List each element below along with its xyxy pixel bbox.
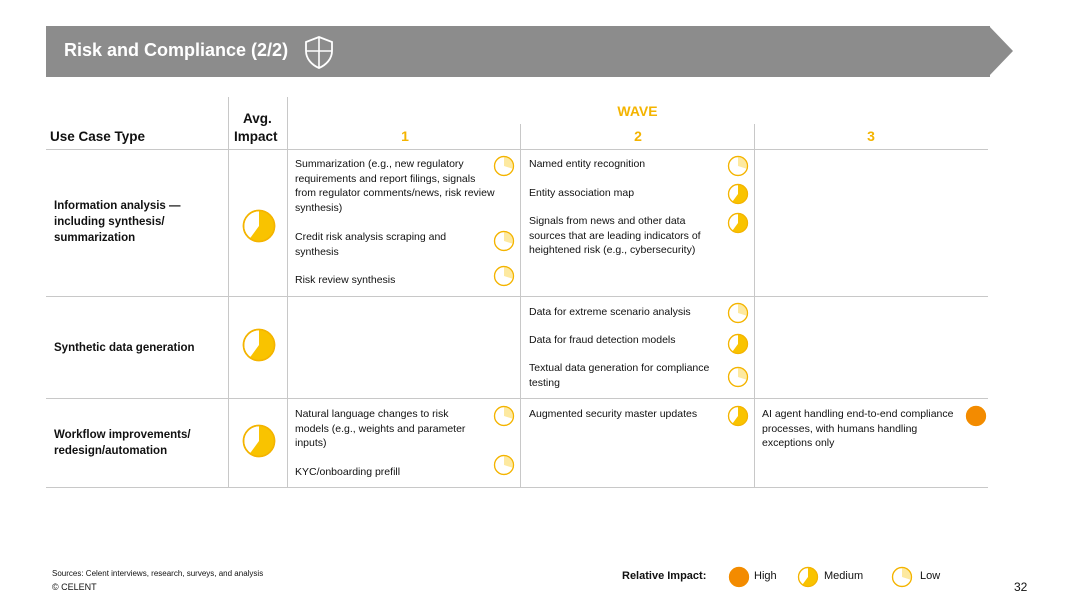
- impact-icon: [727, 183, 749, 205]
- avg-impact-icon: [242, 328, 276, 362]
- grid-line: [520, 124, 521, 487]
- impact-icon: [493, 265, 515, 287]
- row-label-synthetic-data: Synthetic data generation: [54, 342, 195, 354]
- impact-icon: [727, 333, 749, 355]
- shield-icon: [302, 34, 336, 70]
- use-case-item: Data for fraud detection models: [529, 334, 676, 346]
- avg-impact-header-line2: Impact: [234, 129, 278, 144]
- legend-medium-icon: [797, 566, 819, 588]
- wave-1-header: 1: [401, 128, 409, 144]
- copyright: © CELENT: [52, 582, 97, 592]
- use-case-item: Natural language changes to risk models (e.g., weights and parameter inputs): [295, 408, 466, 449]
- impact-icon: [493, 230, 515, 252]
- impact-icon: [727, 155, 749, 177]
- use-case-item: Entity association map: [529, 187, 635, 199]
- impact-icon: [493, 405, 515, 427]
- impact-icon: [727, 366, 749, 388]
- impact-icon: [727, 405, 749, 427]
- use-case-item: Signals from news and other data sources that are leading indicators of heightened risk (e.g., cybersecurity): [529, 215, 701, 256]
- use-case-item: AI agent handling end-to-end compliance processes, with humans handling exceptions only: [762, 408, 954, 449]
- impact-icon: [493, 155, 515, 177]
- avg-impact-icon: [242, 209, 276, 243]
- page-title: Risk and Compliance (2/2): [64, 40, 289, 60]
- legend-title: Relative Impact:: [622, 570, 707, 582]
- legend-low-label: Low: [920, 570, 941, 582]
- legend-low-icon: [891, 566, 913, 588]
- use-case-item: Textual data generation for compliance testing: [529, 362, 710, 389]
- use-case-item: KYC/onboarding prefill: [295, 466, 401, 478]
- impact-icon: [965, 405, 987, 427]
- impact-icon: [493, 454, 515, 476]
- wave-header: WAVE: [617, 103, 658, 119]
- row-label-workflow: Workflow improvements/ redesign/automation: [54, 429, 191, 457]
- impact-icon: [727, 212, 749, 234]
- sources-note: Sources: Celent interviews, research, surveys, and analysis: [52, 569, 264, 578]
- row-label-information-analysis: Information analysis — including synthesis/ summarization: [54, 200, 181, 244]
- impact-icon: [727, 302, 749, 324]
- use-case-item: Risk review synthesis: [295, 274, 396, 286]
- grid-line: [46, 149, 988, 150]
- use-case-type-header: Use Case Type: [50, 129, 146, 144]
- use-case-item: Augmented security master updates: [529, 408, 698, 420]
- grid-line: [228, 97, 229, 487]
- use-case-item: Summarization (e.g., new regulatory requirements and report filings, signals from regulator comments/news, risk review synthesis): [295, 158, 495, 214]
- legend-medium-label: Medium: [824, 570, 864, 582]
- page-number: 32: [1014, 580, 1028, 594]
- wave-2-header: 2: [634, 128, 642, 144]
- grid-line: [46, 296, 988, 297]
- use-case-item: Credit risk analysis scraping and synthesis: [295, 231, 447, 258]
- use-case-item: Named entity recognition: [529, 158, 646, 170]
- avg-impact-icon: [242, 424, 276, 458]
- grid-line: [754, 124, 755, 487]
- grid-line: [287, 97, 288, 487]
- wave-3-header: 3: [867, 128, 875, 144]
- title-banner-arrow: [989, 26, 1013, 76]
- grid-line: [46, 487, 988, 488]
- legend-high-icon: [728, 566, 750, 588]
- grid-line: [46, 398, 988, 399]
- legend-high-label: High: [754, 570, 777, 582]
- use-case-item: Data for extreme scenario analysis: [529, 306, 691, 318]
- avg-impact-header-line1: Avg.: [243, 111, 272, 126]
